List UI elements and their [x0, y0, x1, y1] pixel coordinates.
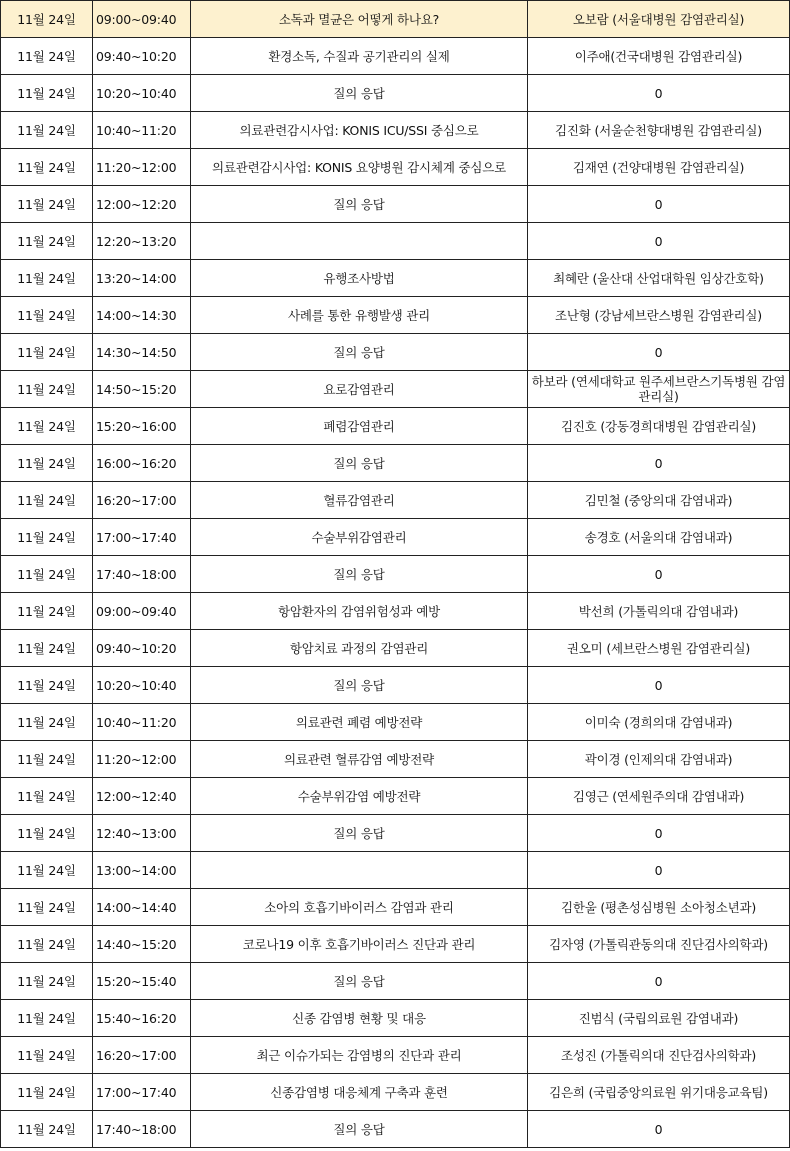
- date-cell: 11월 24일: [1, 667, 93, 704]
- session-title-cell: 코로나19 이후 호흡기바이러스 진단과 관리: [191, 926, 528, 963]
- table-row: [1, 926, 790, 963]
- table-row: [1, 778, 790, 815]
- time-cell: 16:00~16:20: [93, 445, 191, 482]
- date-cell: 11월 24일: [1, 778, 93, 815]
- time-cell: 09:40~10:20: [93, 630, 191, 667]
- session-title-cell: 의료관련감시사업: KONIS ICU/SSI 중심으로: [191, 112, 528, 149]
- date-cell: 11월 24일: [1, 334, 93, 371]
- time-cell: 12:00~12:20: [93, 186, 191, 223]
- table-row: [1, 630, 790, 667]
- session-title-cell: 질의 응답: [191, 334, 528, 371]
- speaker-cell: 0: [528, 815, 790, 852]
- session-title-cell: 질의 응답: [191, 1111, 528, 1148]
- table-row: [1, 334, 790, 371]
- schedule-body: [1, 1, 790, 1148]
- speaker-cell: 김진화 (서울순천향대병원 감염관리실): [528, 112, 790, 149]
- speaker-cell: 김한울 (평촌성심병원 소아청소년과): [528, 889, 790, 926]
- table-row: [1, 38, 790, 75]
- time-cell: 13:20~14:00: [93, 260, 191, 297]
- table-row: [1, 371, 790, 408]
- time-cell: 09:40~10:20: [93, 38, 191, 75]
- speaker-cell: 오보람 (서울대병원 감염관리실): [528, 1, 790, 38]
- time-cell: 15:20~15:40: [93, 963, 191, 1000]
- table-row: [1, 704, 790, 741]
- table-row: [1, 667, 790, 704]
- time-cell: 16:20~17:00: [93, 1037, 191, 1074]
- speaker-cell: 송경호 (서울의대 감염내과): [528, 519, 790, 556]
- table-row: [1, 519, 790, 556]
- time-cell: 12:00~12:40: [93, 778, 191, 815]
- speaker-cell: 0: [528, 1111, 790, 1148]
- date-cell: 11월 24일: [1, 112, 93, 149]
- speaker-cell: 조난형 (강남세브란스병원 감염관리실): [528, 297, 790, 334]
- date-cell: 11월 24일: [1, 630, 93, 667]
- time-cell: 10:40~11:20: [93, 704, 191, 741]
- session-title-cell: 사례를 통한 유행발생 관리: [191, 297, 528, 334]
- speaker-cell: 김재연 (건양대병원 감염관리실): [528, 149, 790, 186]
- date-cell: 11월 24일: [1, 408, 93, 445]
- table-row: [1, 408, 790, 445]
- time-cell: 14:00~14:30: [93, 297, 191, 334]
- session-title-cell: 질의 응답: [191, 667, 528, 704]
- table-row: [1, 815, 790, 852]
- time-cell: 17:00~17:40: [93, 519, 191, 556]
- table-row: [1, 963, 790, 1000]
- speaker-cell: 진범식 (국립의료원 감염내과): [528, 1000, 790, 1037]
- date-cell: 11월 24일: [1, 704, 93, 741]
- time-cell: 09:00~09:40: [93, 1, 191, 38]
- speaker-cell: 김진호 (강동경희대병원 감염관리실): [528, 408, 790, 445]
- time-cell: 11:20~12:00: [93, 741, 191, 778]
- time-cell: 10:40~11:20: [93, 112, 191, 149]
- date-cell: 11월 24일: [1, 223, 93, 260]
- table-row: [1, 1074, 790, 1111]
- speaker-cell: 김자영 (가톨릭관동의대 진단검사의학과): [528, 926, 790, 963]
- speaker-cell: 하보라 (연세대학교 원주세브란스기독병원 감염관리실): [528, 371, 790, 408]
- date-cell: 11월 24일: [1, 926, 93, 963]
- time-cell: 14:30~14:50: [93, 334, 191, 371]
- date-cell: 11월 24일: [1, 1074, 93, 1111]
- table-row: [1, 186, 790, 223]
- speaker-cell: 최혜란 (울산대 산업대학원 임상간호학): [528, 260, 790, 297]
- date-cell: 11월 24일: [1, 852, 93, 889]
- time-cell: 16:20~17:00: [93, 482, 191, 519]
- table-row: [1, 149, 790, 186]
- time-cell: 15:40~16:20: [93, 1000, 191, 1037]
- session-title-cell: 신종 감염병 현황 및 대응: [191, 1000, 528, 1037]
- time-cell: 13:00~14:00: [93, 852, 191, 889]
- speaker-cell: 박선희 (가톨릭의대 감염내과): [528, 593, 790, 630]
- time-cell: 17:40~18:00: [93, 1111, 191, 1148]
- date-cell: 11월 24일: [1, 149, 93, 186]
- session-title-cell: 항암치료 과정의 감염관리: [191, 630, 528, 667]
- table-row: [1, 482, 790, 519]
- speaker-cell: 조성진 (가톨릭의대 진단검사의학과): [528, 1037, 790, 1074]
- date-cell: 11월 24일: [1, 1037, 93, 1074]
- time-cell: 11:20~12:00: [93, 149, 191, 186]
- session-title-cell: 폐렴감염관리: [191, 408, 528, 445]
- speaker-cell: 0: [528, 186, 790, 223]
- session-title-cell: 질의 응답: [191, 186, 528, 223]
- session-title-cell: 항암환자의 감염위험성과 예방: [191, 593, 528, 630]
- session-title-cell: [191, 223, 528, 260]
- session-title-cell: [191, 852, 528, 889]
- speaker-cell: 0: [528, 334, 790, 371]
- table-row: [1, 593, 790, 630]
- time-cell: 10:20~10:40: [93, 75, 191, 112]
- date-cell: 11월 24일: [1, 445, 93, 482]
- speaker-cell: 김민철 (중앙의대 감염내과): [528, 482, 790, 519]
- table-row: [1, 297, 790, 334]
- speaker-cell: 0: [528, 445, 790, 482]
- time-cell: 15:20~16:00: [93, 408, 191, 445]
- time-cell: 14:40~15:20: [93, 926, 191, 963]
- date-cell: 11월 24일: [1, 1, 93, 38]
- table-row: [1, 852, 790, 889]
- table-row: [1, 1000, 790, 1037]
- session-title-cell: 최근 이슈가되는 감염병의 진단과 관리: [191, 1037, 528, 1074]
- date-cell: 11월 24일: [1, 38, 93, 75]
- date-cell: 11월 24일: [1, 889, 93, 926]
- session-title-cell: 소아의 호흡기바이러스 감염과 관리: [191, 889, 528, 926]
- speaker-cell: 0: [528, 852, 790, 889]
- session-title-cell: 수술부위감염 예방전략: [191, 778, 528, 815]
- session-title-cell: 환경소독, 수질과 공기관리의 실제: [191, 38, 528, 75]
- table-row: [1, 889, 790, 926]
- date-cell: 11월 24일: [1, 297, 93, 334]
- time-cell: 17:40~18:00: [93, 556, 191, 593]
- table-row: [1, 223, 790, 260]
- time-cell: 14:50~15:20: [93, 371, 191, 408]
- speaker-cell: 0: [528, 963, 790, 1000]
- table-row: [1, 556, 790, 593]
- session-title-cell: 수술부위감염관리: [191, 519, 528, 556]
- session-title-cell: 질의 응답: [191, 556, 528, 593]
- date-cell: 11월 24일: [1, 593, 93, 630]
- date-cell: 11월 24일: [1, 482, 93, 519]
- table-row: [1, 741, 790, 778]
- session-title-cell: 신종감염병 대응체계 구축과 훈련: [191, 1074, 528, 1111]
- date-cell: 11월 24일: [1, 1111, 93, 1148]
- session-title-cell: 혈류감염관리: [191, 482, 528, 519]
- table-row: [1, 1111, 790, 1148]
- time-cell: 12:40~13:00: [93, 815, 191, 852]
- speaker-cell: 이주애(건국대병원 감염관리실): [528, 38, 790, 75]
- time-cell: 14:00~14:40: [93, 889, 191, 926]
- speaker-cell: 권오미 (세브란스병원 감염관리실): [528, 630, 790, 667]
- session-title-cell: 유행조사방법: [191, 260, 528, 297]
- time-cell: 09:00~09:40: [93, 593, 191, 630]
- session-title-cell: 소독과 멸균은 어떻게 하나요?: [191, 1, 528, 38]
- speaker-cell: 곽이경 (인제의대 감염내과): [528, 741, 790, 778]
- date-cell: 11월 24일: [1, 186, 93, 223]
- date-cell: 11월 24일: [1, 556, 93, 593]
- time-cell: 12:20~13:20: [93, 223, 191, 260]
- date-cell: 11월 24일: [1, 741, 93, 778]
- session-title-cell: 질의 응답: [191, 75, 528, 112]
- date-cell: 11월 24일: [1, 1000, 93, 1037]
- speaker-cell: 0: [528, 75, 790, 112]
- date-cell: 11월 24일: [1, 260, 93, 297]
- date-cell: 11월 24일: [1, 371, 93, 408]
- speaker-cell: 이미숙 (경희의대 감염내과): [528, 704, 790, 741]
- speaker-cell: 0: [528, 556, 790, 593]
- session-title-cell: 의료관련 혈류감염 예방전략: [191, 741, 528, 778]
- session-title-cell: 요로감염관리: [191, 371, 528, 408]
- speaker-cell: 김은희 (국립중앙의료원 위기대응교육팀): [528, 1074, 790, 1111]
- speaker-cell: 김영근 (연세원주의대 감염내과): [528, 778, 790, 815]
- time-cell: 10:20~10:40: [93, 667, 191, 704]
- time-cell: 17:00~17:40: [93, 1074, 191, 1111]
- session-title-cell: 의료관련 폐렴 예방전략: [191, 704, 528, 741]
- table-row: [1, 1037, 790, 1074]
- date-cell: 11월 24일: [1, 75, 93, 112]
- speaker-cell: 0: [528, 223, 790, 260]
- table-row: [1, 445, 790, 482]
- date-cell: 11월 24일: [1, 963, 93, 1000]
- date-cell: 11월 24일: [1, 519, 93, 556]
- session-title-cell: 질의 응답: [191, 963, 528, 1000]
- table-row: [1, 75, 790, 112]
- session-title-cell: 질의 응답: [191, 815, 528, 852]
- table-row: [1, 260, 790, 297]
- session-title-cell: 의료관련감시사업: KONIS 요양병원 감시체계 중심으로: [191, 149, 528, 186]
- speaker-cell: 0: [528, 667, 790, 704]
- date-cell: 11월 24일: [1, 815, 93, 852]
- table-row: [1, 1, 790, 38]
- session-title-cell: 질의 응답: [191, 445, 528, 482]
- table-row: [1, 112, 790, 149]
